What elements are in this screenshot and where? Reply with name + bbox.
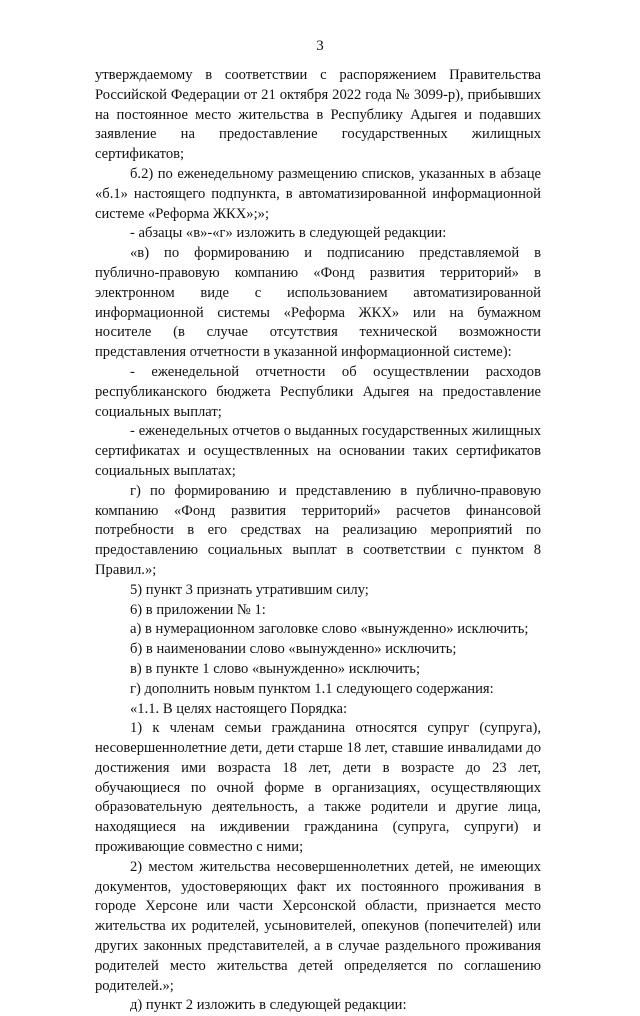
paragraph-1-1: «1.1. В целях настоящего Порядка: bbox=[130, 700, 348, 717]
paragraph-1-1-2: 2) местом жительства несовершеннолетних детей, не имеющих документов, удостоверяющих факт их постоянного проживания в городе Херсоне или части Херсонской области, признается место жительства их родителей, усыновителей, опекунов (попечителей) или других законных представителей, а в случае раздельного проживания родителей место жительства детей определяется по соглашению родителей.»; bbox=[95, 858, 541, 994]
paragraph-weekly-reports: - еженедельных отчетов о выданных государственных жилищных сертификатах и осуществленных на основании таких сертификатов социальных выплатах; bbox=[95, 423, 541, 479]
document-body bbox=[95, 66, 541, 1016]
paragraph-item-5: 5) пункт 3 признать утратившим силу; bbox=[130, 581, 369, 598]
paragraph-item-6v: в) в пункте 1 слово «вынужденно» исключить; bbox=[130, 660, 420, 677]
paragraph-continuation: утверждаемому в соответствии с распоряжением Правительства Российской Федерации от 21 октября 2022 года № 3099-р), прибывших на постоянное место жительства в Республику Адыгея и подавших заявление на предоставление государственных жилищных сертификатов; bbox=[95, 67, 541, 163]
paragraph-item-6b: б) в наименовании слово «вынужденно» исключить; bbox=[130, 641, 457, 658]
paragraph-item-6g: г) дополнить новым пунктом 1.1 следующего содержания: bbox=[130, 680, 494, 697]
paragraph-b2: б.2) по еженедельному размещению списков, указанных в абзаце «б.1» настоящего подпункта, в автоматизированной информационной системе «Реформа ЖКХ»;»; bbox=[95, 165, 541, 222]
paragraph-item-6a: а) в нумерационном заголовке слово «вынужденно» исключить; bbox=[130, 621, 529, 638]
paragraph-weekly-reporting: - еженедельной отчетности об осуществлении расходов республиканского бюджета Республики Адыгея на предоставление социальных выплат; bbox=[95, 363, 541, 420]
paragraph-1-1-1: 1) к членам семьи гражданина относятся супруг (супруга), несовершеннолетние дети, дети старше 18 лет, ставшие инвалидами до достижения ими возраста 18 лет, дети в возрасте до 23 лет, обучающиеся по очной форме в организациях, осуществляющих образовательную деятельность, а также родители и другие лица, находящиеся на иждивении гражданина (супруга, супруги) и проживающие совместно с ними; bbox=[95, 720, 541, 856]
paragraph-g: г) по формированию и представлению в публично-правовую компанию «Фонд развития территорий» расчетов финансовой потребности в его средствах на реализацию мероприятий по предоставлению социальных выплат в соответствии с пунктом 8 Правил.»; bbox=[95, 482, 541, 578]
paragraph-item-6: 6) в приложении № 1: bbox=[130, 601, 266, 618]
paragraph-item-6d: д) пункт 2 изложить в следующей редакции: bbox=[130, 997, 407, 1014]
page-number: 3 bbox=[316, 38, 324, 54]
paragraph-v: «в) по формированию и подписанию представляемой в публично-правовую компанию «Фонд развития территорий» в электронном виде с использованием автоматизированной информационной системы «Реформа ЖКХ» или на бумажном носителе (в случае отсутствия технической возможности представления отчетности в указанной информационной системе): bbox=[95, 245, 541, 361]
paragraph-abzacy-v-g: - абзацы «в»-«г» изложить в следующей редакции: bbox=[130, 225, 447, 242]
